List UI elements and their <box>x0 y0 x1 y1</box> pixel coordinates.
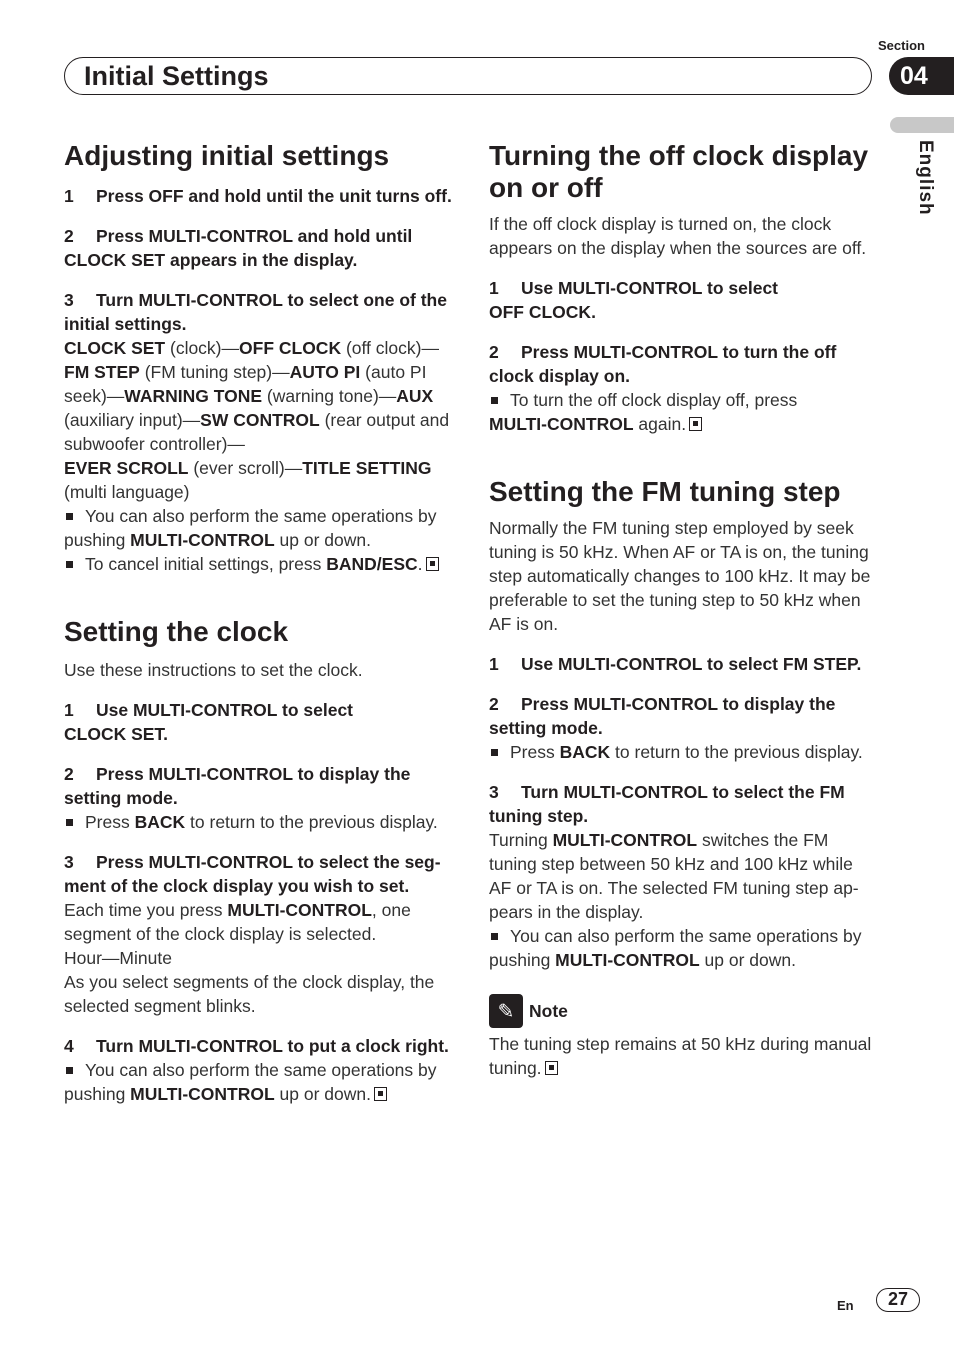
adjusting-step-1: 1 Press OFF and hold until the unit turns off. <box>64 186 452 206</box>
bullet-square-icon <box>66 1067 73 1074</box>
heading-turning-off-clock: Turning the off clock display on or off <box>489 140 869 203</box>
section-label: Section <box>878 38 925 53</box>
clock-step-3: 3 Press MULTI-CONTROL to select the seg- ment of the clock display you wish to set. <box>64 852 441 896</box>
page-number: 27 <box>876 1288 920 1312</box>
section-number-badge: 04 <box>889 57 954 95</box>
adjusting-step-3: 3 Turn MULTI-CONTROL to select one of the initial settings. <box>64 290 447 334</box>
end-mark-icon <box>374 1087 387 1101</box>
fmstep-bullet-2: You can also perform the same operations by pushing MULTI-CONTROL up or down. <box>489 926 862 970</box>
heading-adjusting-initial-settings: Adjusting initial settings <box>64 140 390 171</box>
bullet-square-icon <box>66 513 73 520</box>
bullet-square-icon <box>491 749 498 756</box>
left-column <box>64 140 454 1106</box>
note-header <box>489 994 879 1028</box>
fmstep-step-3: 3 Turn MULTI-CONTROL to select the FM tuning step. <box>489 782 845 826</box>
clock-bullet-2: You can also perform the same operations by pushing MULTI-CONTROL up or down. <box>64 1060 437 1104</box>
offclock-bullet: To turn the off clock display off, press MULTI-CONTROL again. <box>489 390 798 434</box>
clock-intro: Use these instructions to set the clock. <box>64 660 363 680</box>
language-label: English <box>915 140 936 216</box>
end-mark-icon <box>426 557 439 571</box>
heading-setting-the-clock: Setting the clock <box>64 616 289 647</box>
clock-step-4: 4 Turn MULTI-CONTROL to put a clock right. <box>64 1036 449 1056</box>
footer-language-code: En <box>837 1298 854 1313</box>
page-title: Initial Settings <box>84 61 269 91</box>
adjusting-bullet-1: You can also perform the same operations by pushing MULTI-CONTROL up or down. <box>64 506 437 550</box>
note-text: The tuning step remains at 50 kHz during manual tuning. <box>489 1034 872 1078</box>
clock-step-2: 2 Press MULTI-CONTROL to display the setting mode. <box>64 764 411 808</box>
fmstep-intro: Normally the FM tuning step employed by seek tuning is 50 kHz. When AF or TA is on, the tuning step automatically changes to 100 kHz. It may be preferable to set the tuning step to 50 kHz when AF is on. <box>489 518 871 634</box>
fmstep-step-2: 2 Press MULTI-CONTROL to display the setting mode. <box>489 694 836 738</box>
bullet-square-icon <box>491 397 498 404</box>
offclock-step-1: 1 Use MULTI-CONTROL to select OFF CLOCK. <box>489 278 779 322</box>
language-tab-marker <box>890 117 954 133</box>
clock-bullet-1: Press BACK to return to the previous display. <box>64 810 454 834</box>
end-mark-icon <box>545 1061 558 1075</box>
fmstep-step-1: 1 Use MULTI-CONTROL to select FM STEP. <box>489 654 862 674</box>
fmstep-bullet-1: Press BACK to return to the previous display. <box>489 740 879 764</box>
heading-setting-fm-tuning-step: Setting the FM tuning step <box>489 476 841 507</box>
note-pencil-icon: ✎ <box>489 994 523 1028</box>
clock-body-2: Hour—Minute <box>64 948 172 968</box>
adjusting-step-2: 2 Press MULTI-CONTROL and hold until CLOCK SET appears in the display. <box>64 226 413 270</box>
note-label: Note <box>529 1000 568 1021</box>
bullet-square-icon <box>66 819 73 826</box>
offclock-intro: If the off clock display is turned on, the clock appears on the display when the sources are off. <box>489 214 867 258</box>
clock-body-1: Each time you press MULTI-CONTROL, one segment of the clock display is selected. <box>64 900 411 944</box>
end-mark-icon <box>689 417 702 431</box>
clock-step-1: 1 Use MULTI-CONTROL to select CLOCK SET. <box>64 700 354 744</box>
clock-body-3: As you select segments of the clock display, the selected segment blinks. <box>64 972 435 1016</box>
bullet-square-icon <box>491 933 498 940</box>
right-column <box>489 140 879 1080</box>
adjusting-bullet-2: To cancel initial settings, press BAND/ESC. <box>64 552 454 576</box>
bullet-square-icon <box>66 561 73 568</box>
fmstep-body: Turning MULTI-CONTROL switches the FM tuning step between 50 kHz and 100 kHz while AF or TA is on. The selected FM tuning step ap- pears in the display. <box>489 830 859 922</box>
offclock-step-2: 2 Press MULTI-CONTROL to turn the off clock display on. <box>489 342 837 386</box>
initial-settings-list: CLOCK SET (clock)—OFF CLOCK (off clock)— FM STEP (FM tuning step)—AUTO PI (auto PI seek)—WARNING TONE (warning tone)—AUX (auxiliary input)—SW CONTROL (rear output and subwoofer controller)— EVER SCROLL (ever scroll)—TITLE SETTING (multi language) <box>64 338 450 502</box>
